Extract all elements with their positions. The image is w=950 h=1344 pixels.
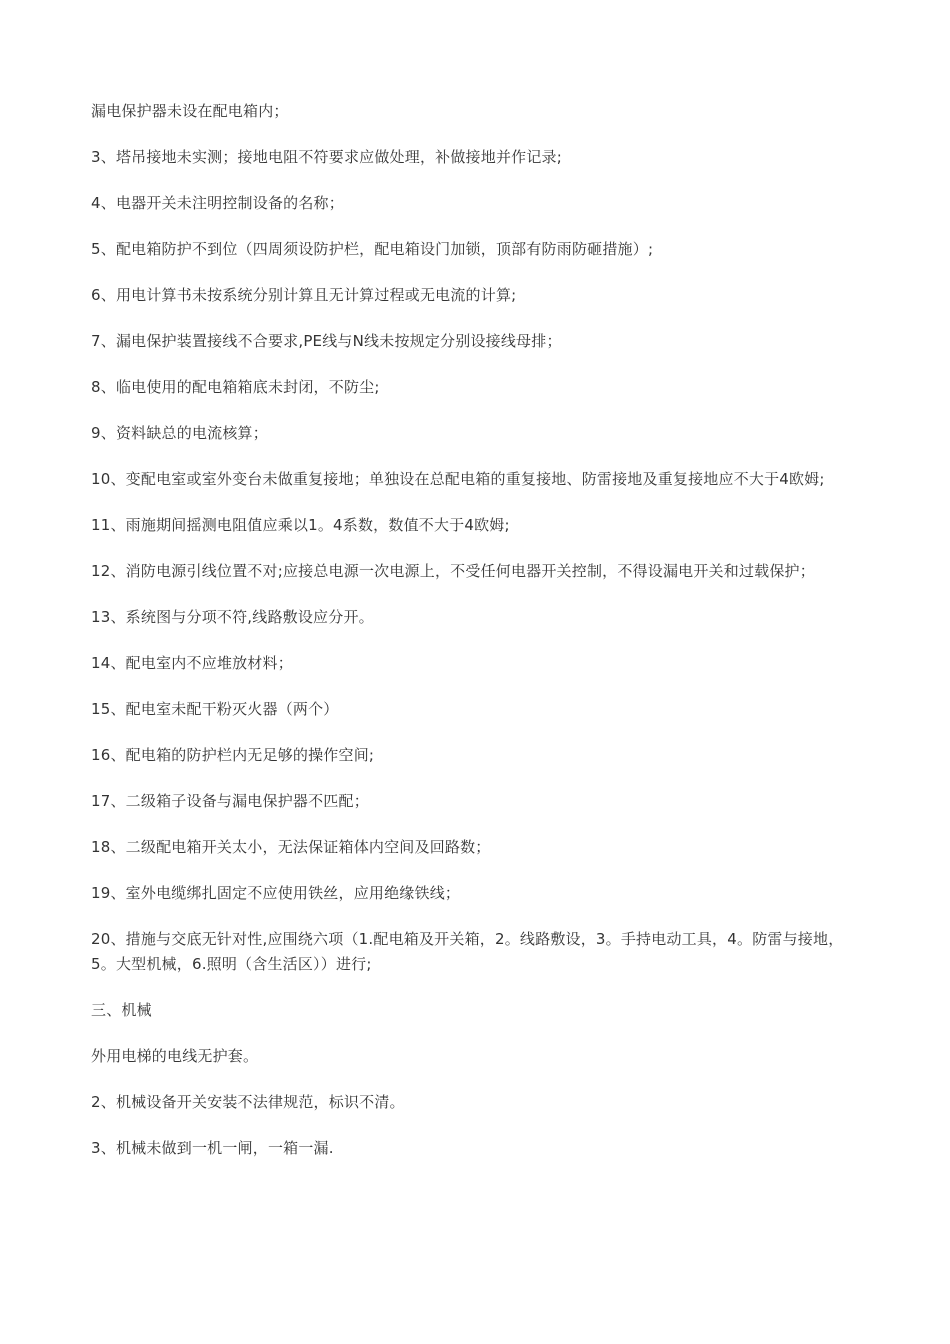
paragraph: 15、配电室未配干粉灭火器（两个） [91, 700, 339, 718]
paragraph: 20、措施与交底无针对性,应围绕六项（1.配电箱及开关箱，2。线路敷设，3。手持电动工具，4。防雷与接地，5。大型机械，6.照明（含生活区））进行; [91, 930, 844, 973]
paragraph: 19、室外电缆绑扎固定不应使用铁丝，应用绝缘铁线； [91, 884, 461, 902]
paragraph: 13、系统图与分项不符,线路敷设应分开。 [91, 608, 374, 626]
paragraph: 11、雨施期间摇测电阻值应乘以1。4系数，数值不大于4欧姆; [91, 516, 510, 534]
paragraph: 14、配电室内不应堆放材料； [91, 654, 293, 672]
paragraph: 5、配电箱防护不到位（四周须设防护栏，配电箱设门加锁，顶部有防雨防砸措施）; [91, 240, 654, 258]
paragraph: 12、消防电源引线位置不对;应接总电源一次电源上，不受任何电器开关控制，不得设漏电开关和过载保护； [91, 562, 815, 580]
paragraph: 9、资料缺总的电流核算； [91, 424, 268, 442]
paragraph: 7、漏电保护装置接线不合要求,PE线与N线未按规定分别设接线母排； [91, 332, 562, 350]
paragraph: 8、临电使用的配电箱箱底未封闭，不防尘; [91, 378, 380, 396]
paragraph: 6、用电计算书未按系统分别计算且无计算过程或无电流的计算; [91, 286, 517, 304]
paragraph: 16、配电箱的防护栏内无足够的操作空间; [91, 746, 375, 764]
paragraph: 外用电梯的电线无护套。 [91, 1047, 259, 1065]
paragraph: 漏电保护器未设在配电箱内； [91, 102, 289, 120]
document-body [91, 99, 863, 1182]
paragraph: 2、机械设备开关安装不法律规范，标识不清。 [91, 1093, 405, 1111]
section-heading: 三、机械 [91, 1001, 152, 1019]
paragraph: 10、变配电室或室外变台未做重复接地；单独设在总配电箱的重复接地、防雷接地及重复接地应不大于4欧姆; [91, 470, 825, 488]
paragraph: 18、二级配电箱开关太小，无法保证箱体内空间及回路数； [91, 838, 491, 856]
paragraph: 17、二级箱子设备与漏电保护器不匹配； [91, 792, 369, 810]
paragraph: 3、塔吊接地未实测；接地电阻不符要求应做处理，补做接地并作记录; [91, 148, 563, 166]
paragraph: 3、机械未做到一机一闸，一箱一漏. [91, 1139, 334, 1157]
paragraph: 4、电器开关未注明控制设备的名称； [91, 194, 344, 212]
